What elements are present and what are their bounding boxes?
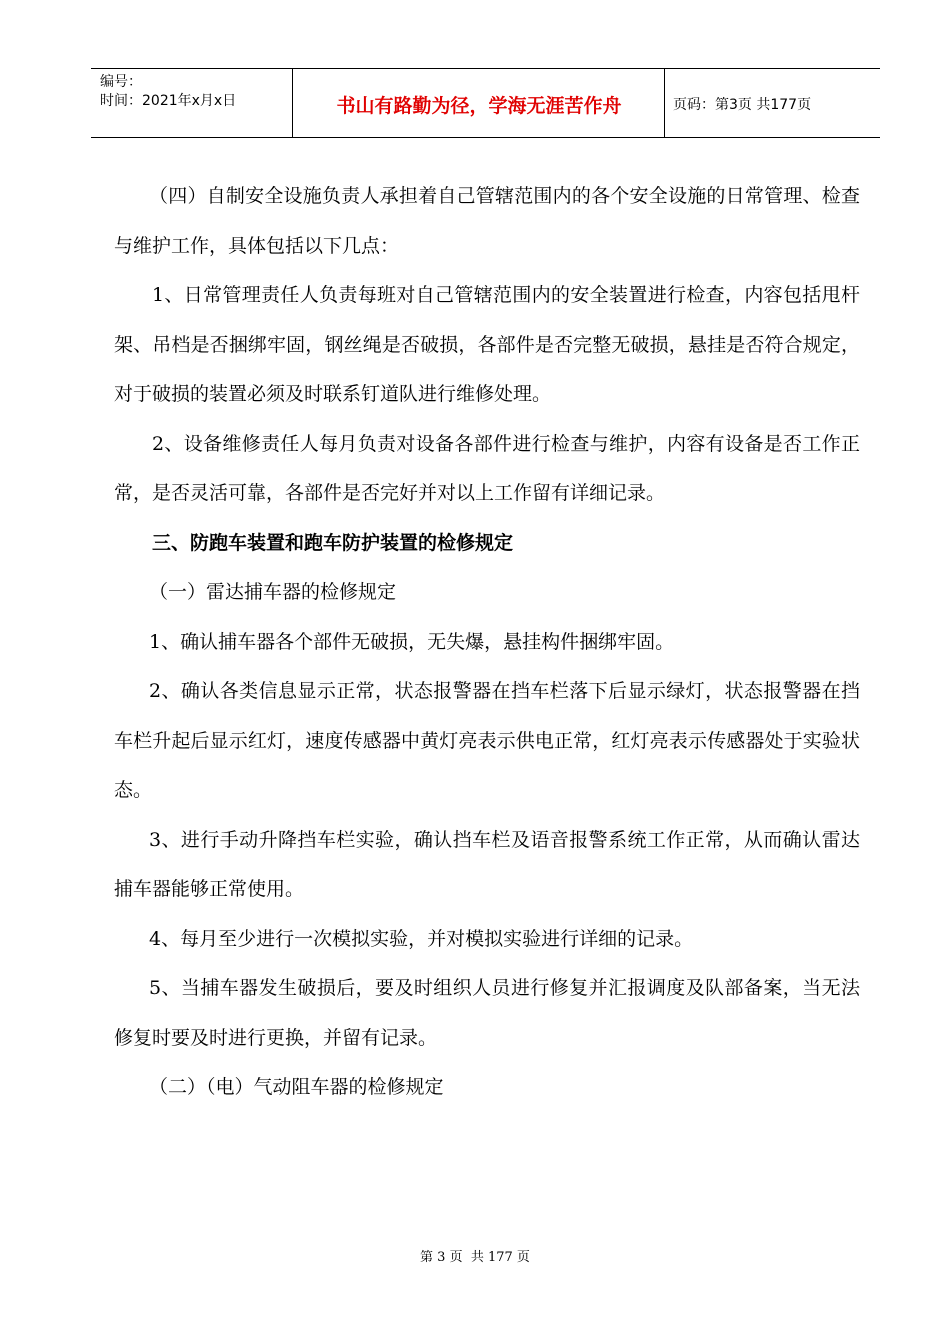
motto-text: 书山有路勤为径，学海无涯苦作舟 (336, 95, 622, 117)
paragraph: 5、当捕车器发生破损后，要及时组织人员进行修复并汇报调度及队部备案，当无法修复时要及时进行更换，并留有记录。 (114, 977, 860, 1049)
header-info-cell (91, 69, 293, 137)
time-label: 时间：2021年x月x日 (100, 93, 237, 109)
document-header (91, 68, 880, 138)
page-code: 页码：第3页 共177页 (673, 97, 812, 113)
number-label: 编号： (100, 74, 142, 90)
paragraph: 2、确认各类信息显示正常，状态报警器在挡车栏落下后显示绿灯，状态报警器在挡车栏升起后显示红灯，速度传感器中黄灯亮表示供电正常，红灯亮表示传感器处于实验状态。 (114, 680, 860, 801)
header-motto-cell (293, 69, 665, 137)
subsection-heading: （一）雷达捕车器的检修规定 (149, 581, 397, 603)
subsection-heading: （二）（电）气动阻车器的检修规定 (149, 1076, 444, 1098)
section-heading: 三、防跑车装置和跑车防护装置的检修规定 (152, 531, 514, 554)
paragraph: 1、确认捕车器各个部件无破损，无失爆，悬挂构件捆绑牢固。 (149, 630, 675, 653)
paragraph: 1、日常管理责任人负责每班对自己管辖范围内的安全装置进行检查，内容包括甩杆架、吊档是否捆绑牢固，钢丝绳是否破损，各部件是否完整无破损，悬挂是否符合规定，对于破损的装置必须及时联系钉道队进行维修处理。 (114, 284, 860, 405)
page-footer: 第 3 页 共 177 页 (420, 1250, 530, 1265)
paragraph: 3、进行手动升降挡车栏实验，确认挡车栏及语音报警系统工作正常，从而确认雷达捕车器能够正常使用。 (114, 828, 860, 900)
header-page-cell (665, 69, 880, 137)
paragraph: 2、设备维修责任人每月负责对设备各部件进行检查与维护，内容有设备是否工作正常，是否灵活可靠，各部件是否完好并对以上工作留有详细记录。 (114, 432, 860, 504)
paragraph: 4、每月至少进行一次模拟实验，并对模拟实验进行详细的记录。 (149, 927, 694, 950)
document-body (114, 172, 860, 1113)
paragraph: （四）自制安全设施负责人承担着自己管辖范围内的各个安全设施的日常管理、检查与维护工作，具体包括以下几点： (114, 185, 860, 257)
